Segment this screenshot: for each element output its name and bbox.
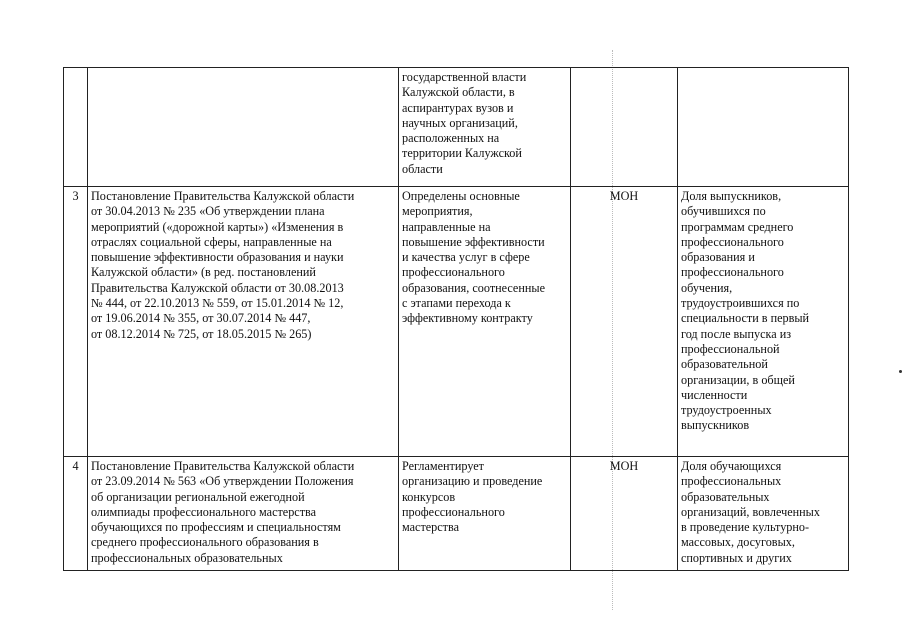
indicator-cell: Доля обучающихся профессиональных образовательных организаций, вовлеченных в проведение культурно- массовых, досуговых, спортивных и других xyxy=(678,457,849,571)
scan-speck xyxy=(899,370,902,373)
table-row xyxy=(64,457,849,571)
action-cell: Регламентирует организацию и проведение конкурсов профессионального мастерства xyxy=(399,457,571,571)
table-row xyxy=(64,68,849,187)
action-cell: государственной власти Калужской области, в аспирантурах вузов и научных организаций, расположенных на территории Калужской области xyxy=(399,68,571,187)
document-name-cell xyxy=(88,68,399,187)
agency-cell: МОН xyxy=(571,457,678,571)
agency-cell xyxy=(571,68,678,187)
table-row xyxy=(64,187,849,457)
document-name-cell: Постановление Правительства Калужской области от 23.09.2014 № 563 «Об утверждении Положения об организации региональной ежегодной олимпиады профессионального мастерства обучающихся по профессиям и специальностям среднего профессионального образования в профессиональных образовательных xyxy=(88,457,399,571)
action-cell: Определены основные мероприятия, направленные на повышение эффективности и качества услуг в сфере профессионального образования, соотнесенные с этапами перехода к эффективному контракту xyxy=(399,187,571,457)
indicator-cell xyxy=(678,68,849,187)
row-number: 4 xyxy=(64,457,88,571)
indicator-cell: Доля выпускников, обучившихся по программам среднего профессионального образования и профессионального обучения, трудоустроившихся по специальности в первый год после выпуска из профессиональной образовательной организации, в общей численности трудоустроенных выпускников xyxy=(678,187,849,457)
row-number xyxy=(64,68,88,187)
document-name-cell: Постановление Правительства Калужской области от 30.04.2013 № 235 «Об утверждении плана мероприятий («дорожной карты») «Изменения в отраслях социальной сферы, направленные на повышение эффективности образования и науки Калужской области» (в ред. постановлений Правительства Калужской области от 30.08.2013 № 444, от 22.10.2013 № 559, от 15.01.2014 № 12, от 19.06.2014 № 355, от 30.07.2014 № 447, от 08.12.2014 № 725, от 18.05.2015 № 265) xyxy=(88,187,399,457)
row-number: 3 xyxy=(64,187,88,457)
agency-cell: МОН xyxy=(571,187,678,457)
document-table xyxy=(63,67,849,571)
